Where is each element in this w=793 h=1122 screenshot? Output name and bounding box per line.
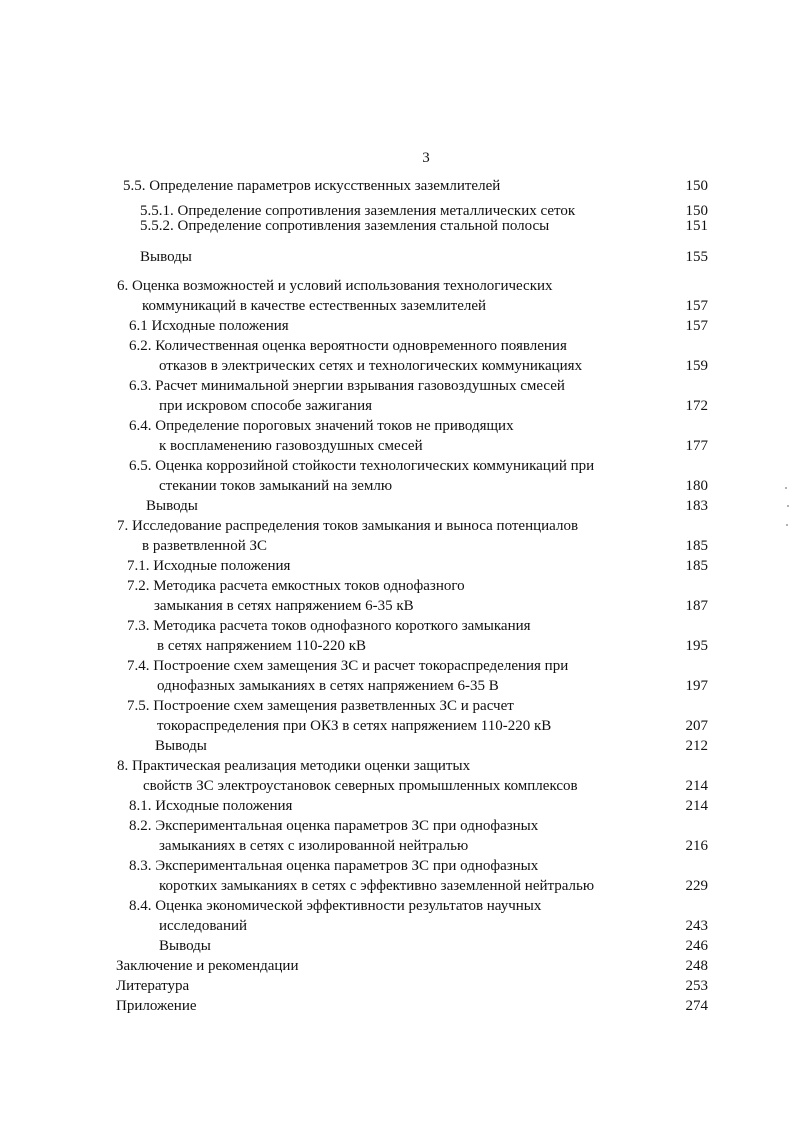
toc-entry-page: 150: [685, 178, 708, 194]
toc-entry-title: стекании токов замыканий на землю: [159, 478, 393, 494]
toc-entry-title: 6.5. Оценка коррозийной стойкости технологических коммуникаций при: [129, 458, 595, 474]
scan-speck: [786, 524, 788, 526]
toc-entry-page: 207: [685, 718, 708, 734]
toc-entry-page: 243: [685, 918, 708, 934]
toc-entry-page: 155: [685, 249, 708, 265]
toc-entry-title: Заключение и рекомендации: [116, 958, 299, 974]
toc-entry-title: однофазных замыканиях в сетях напряжением 6-35 В: [157, 678, 499, 694]
toc-entry-page: 185: [685, 558, 708, 574]
toc-entry-title: в сетях напряжением 110-220 кВ: [157, 638, 367, 654]
toc-entry-title: 6.4. Определение пороговых значений токов не приводящих: [129, 418, 514, 434]
toc-entry-page: 183: [685, 498, 708, 514]
page-number: 3: [422, 150, 430, 166]
toc-entry-title: при искровом способе зажигания: [159, 398, 373, 414]
toc-entry-title: коротких замыканиях в сетях с эффективно заземленной нейтралью: [159, 878, 595, 894]
toc-entry-page: 212: [685, 738, 708, 754]
toc-entry-page: 151: [685, 218, 708, 234]
toc-entry-title: 7.3. Методика расчета токов однофазного короткого замыкания: [127, 618, 531, 634]
toc-entry-title: 8.3. Экспериментальная оценка параметров ЗС при однофазных: [129, 858, 539, 874]
toc-entry-title: 5.5.2. Определение сопротивления заземления стальной полосы: [140, 218, 550, 234]
toc-entry-page: 172: [685, 398, 708, 414]
toc-entry-title: 6. Оценка возможностей и условий использования технологических: [117, 278, 553, 294]
toc-entry-title: Выводы: [155, 738, 207, 754]
toc-entry-title: 8.1. Исходные положения: [129, 798, 293, 814]
toc-entry-title: замыканиях в сетях с изолированной нейтралью: [159, 838, 469, 854]
toc-entry-title: 7.2. Методика расчета емкостных токов однофазного: [127, 578, 465, 594]
toc-entry-title: токораспределения при ОКЗ в сетях напряжением 110-220 кВ: [157, 718, 552, 734]
toc-entry-page: 214: [685, 778, 708, 794]
toc-entry-title: свойств ЗС электроустановок северных промышленных комплексов: [143, 778, 578, 794]
toc-entry-page: 216: [685, 838, 708, 854]
toc-entry-page: 150: [685, 203, 708, 219]
toc-entry-page: 157: [685, 298, 708, 314]
toc-entry-title: коммуникаций в качестве естественных заземлителей: [142, 298, 487, 314]
toc-entry-title: 8. Практическая реализация методики оценки защитых: [117, 758, 471, 774]
toc-entry-title: Выводы: [159, 938, 211, 954]
toc-entry-page: 187: [685, 598, 708, 614]
toc-entry-title: Выводы: [146, 498, 198, 514]
toc-entry-page: 214: [685, 798, 708, 814]
toc-entry-page: 180: [685, 478, 708, 494]
toc-entry-page: 229: [685, 878, 708, 894]
toc-entry-title: 7.4. Построение схем замещения ЗС и расчет токораспределения при: [127, 658, 569, 674]
toc-entry-title: 6.1 Исходные положения: [129, 318, 289, 334]
toc-entry-page: 177: [685, 438, 708, 454]
toc-entry-title: 8.4. Оценка экономической эффективности результатов научных: [129, 898, 542, 914]
toc-entry-title: 5.5. Определение параметров искусственных заземлителей: [123, 178, 501, 194]
toc-entry-title: 6.3. Расчет минимальной энергии взрывания газовоздушных смесей: [129, 378, 565, 394]
toc-entry-page: 253: [685, 978, 708, 994]
toc-entry-title: 6.2. Количественная оценка вероятности одновременного появления: [129, 338, 567, 354]
toc-entry-title: отказов в электрических сетях и технологических коммуникациях: [159, 358, 583, 374]
toc-entry-title: к воспламенению газовоздушных смесей: [159, 438, 423, 454]
toc-entry-page: 195: [685, 638, 708, 654]
toc-entry-title: исследований: [159, 918, 248, 934]
toc-entry-page: 159: [685, 358, 708, 374]
toc-entry-page: 157: [685, 318, 708, 334]
toc-entry-title: Выводы: [140, 249, 192, 265]
toc-entry-title: в разветвленной ЗС: [142, 538, 268, 554]
toc-entry-page: 274: [685, 998, 708, 1014]
toc-entry-title: 7.1. Исходные положения: [127, 558, 291, 574]
toc-entry-page: 197: [685, 678, 708, 694]
toc-entry-page: 248: [685, 958, 708, 974]
scan-speck: [787, 505, 789, 507]
toc-entry-title: замыкания в сетях напряжением 6-35 кВ: [154, 598, 414, 614]
toc-entry-title: Литература: [116, 978, 190, 994]
toc-entry-title: 5.5.1. Определение сопротивления заземления металлических сеток: [140, 203, 576, 219]
toc-entry-page: 246: [685, 938, 708, 954]
toc-entry-title: 8.2. Экспериментальная оценка параметров ЗС при однофазных: [129, 818, 539, 834]
toc-entry-title: 7. Исследование распределения токов замыкания и выноса потенциалов: [117, 518, 579, 534]
toc-entry-title: 7.5. Построение схем замещения разветвленных ЗС и расчет: [127, 698, 514, 714]
toc-entry-page: 185: [685, 538, 708, 554]
scan-speck: [785, 487, 787, 489]
toc-entry-title: Приложение: [116, 998, 197, 1014]
